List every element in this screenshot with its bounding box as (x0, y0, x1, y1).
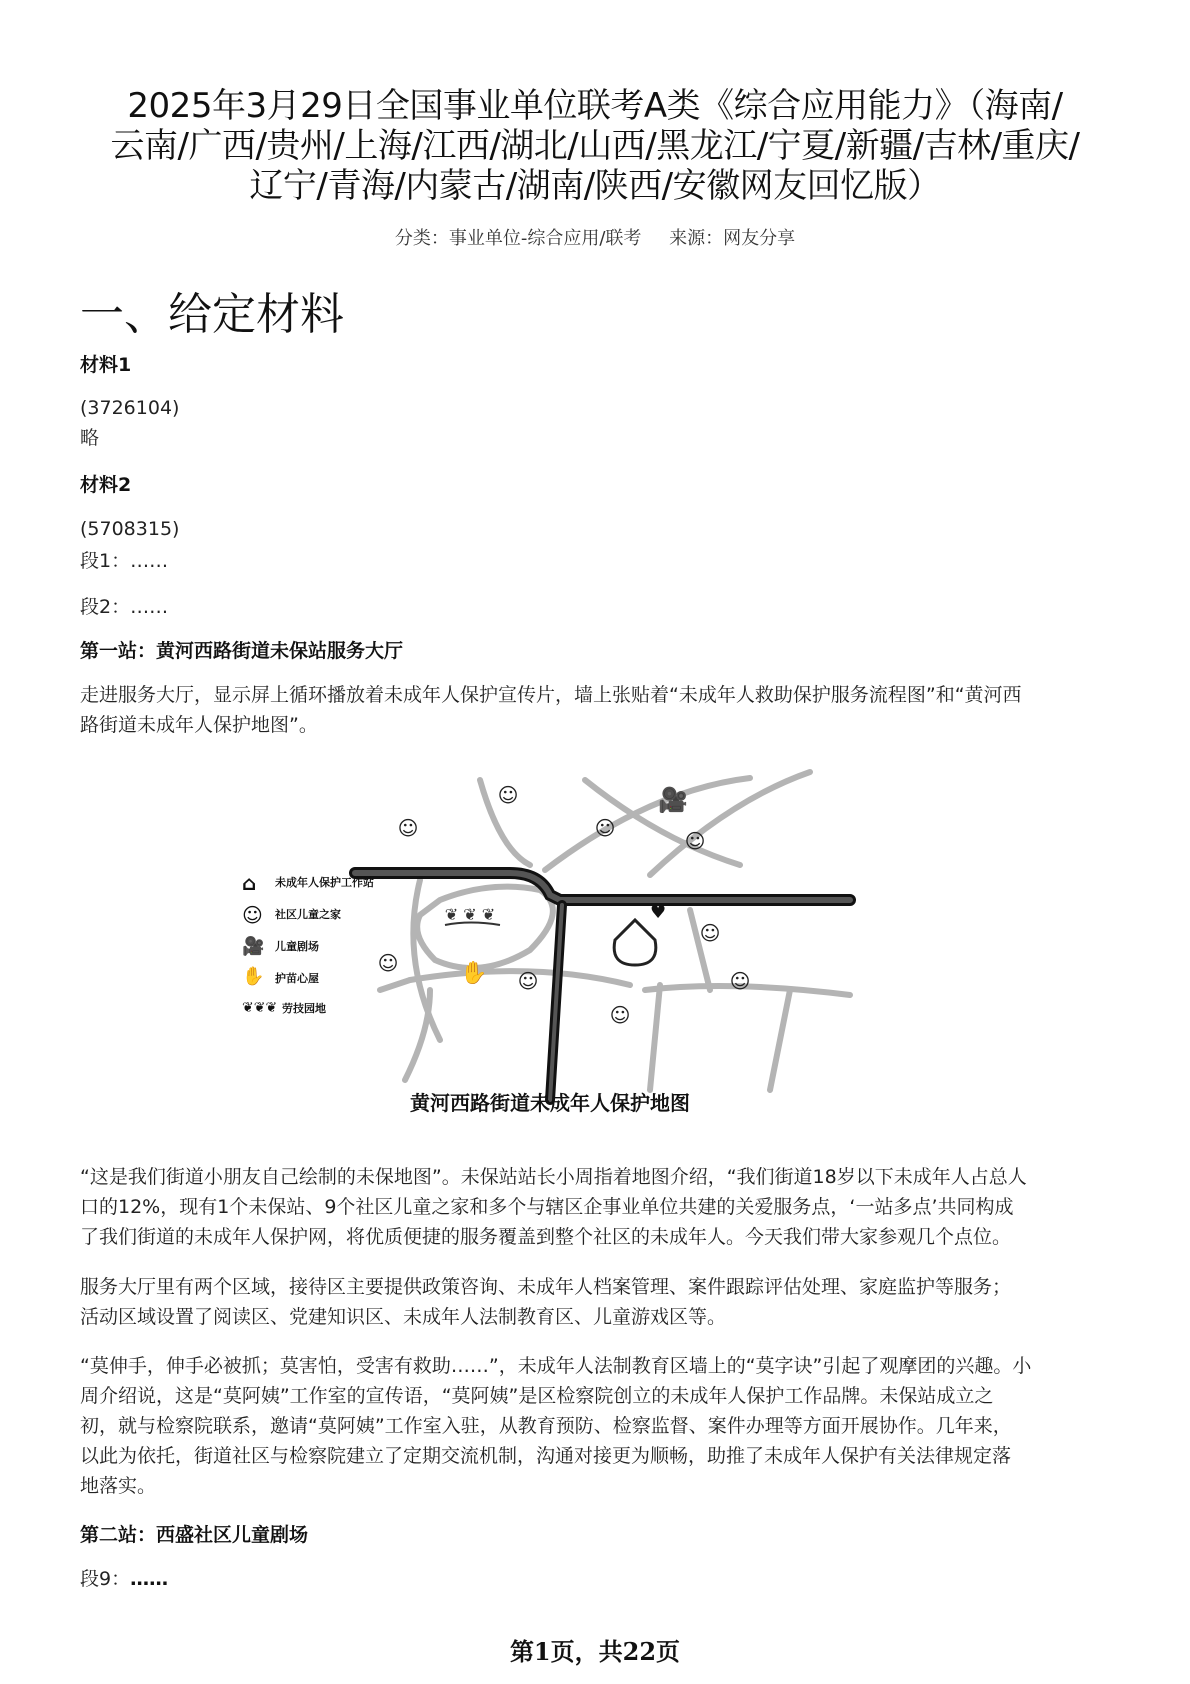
map-park-sprouts (445, 905, 500, 925)
main-road-horizontal (355, 873, 850, 900)
legend-label-heart-house: 护苗心屋 (275, 972, 319, 985)
smiley-icon: ☺ (684, 829, 706, 853)
legend-video-camera-icon: 🎥 (242, 936, 265, 957)
legend-smiley-icon: ☺ (242, 903, 263, 927)
smiley-icon: ☺ (729, 969, 751, 993)
legend-protection-station-icon: ⌂ (242, 871, 257, 895)
mo-paragraph-line-2: 周介绍说，这是“莫阿姨”工作室的宣传语，“莫阿姨”是区检察院创立的未成年人保护工作品牌。未保站成立之 (80, 1385, 994, 1407)
legend-hand-plant-icon: ✋ (242, 966, 265, 987)
intro-paragraph-line-1: “这是我们街道小朋友自己绘制的未保地图”。未保站站长小周指着地图介绍，“我们街道18岁以下未成年人占总人 (80, 1166, 1027, 1188)
hall-paragraph-line-2: 活动区域设置了阅读区、党建知识区、未成年人法制教育区、儿童游戏区等。 (80, 1306, 727, 1328)
road (380, 980, 410, 990)
page-footer: 第1页，共22页 (509, 1637, 681, 1666)
material1-id: (3726104) (80, 397, 180, 419)
mo-paragraph-line-1: “莫伸手，伸手必被抓；莫害怕，受害有救助……”，未成年人法制教育区墙上的“莫字诀”引起了观摩团的兴趣。小 (80, 1355, 1032, 1377)
source-label: 来源：网友分享 (669, 228, 796, 249)
road (650, 985, 660, 1090)
paragraph-9 (80, 1564, 1120, 1594)
mo-paragraph-line-4: 以此为依托，街道社区与检察院建立了定期交流机制，沟通对接更为顺畅，助推了未成年人保护有关法律规定落 (80, 1445, 1012, 1467)
hand-plant-icon: ✋ (460, 961, 488, 986)
park-outline (417, 887, 553, 968)
document-meta (0, 224, 1190, 250)
station2-title: 第二站：西盛社区儿童剧场 (80, 1524, 309, 1546)
legend-label-labor-garden: 劳技园地 (282, 1002, 326, 1015)
sprouts-glyph: ❦ ❦ ❦ (444, 905, 496, 924)
material2-label: 材料2 (80, 474, 132, 496)
intro-paragraph (80, 1162, 1120, 1252)
smiley-icon: ☺ (609, 1003, 631, 1027)
heart-icon: ♥ (650, 902, 667, 923)
map-legend (242, 871, 374, 1016)
document-title (70, 86, 1120, 206)
title-line-3: 辽宁/青海/内蒙古/湖南/陕西/安徽网友回忆版） (249, 166, 941, 206)
hall-paragraph-line-1: 服务大厅里有两个区域，接待区主要提供政策咨询、未成年人档案管理、案件跟踪评估处理、家庭监护等服务； (80, 1276, 1012, 1298)
legend-label-children-home: 社区儿童之家 (275, 908, 341, 921)
mo-paragraph-line-3: 初，就与检察院联系，邀请“莫阿姨”工作室入驻，从教育预防、检察监督、案件办理等方面开展协作。几年来， (80, 1415, 1012, 1437)
paragraph-2: 段2：…… (80, 596, 169, 618)
smiley-icon: ☺ (397, 816, 419, 840)
map-protection-station (614, 902, 666, 965)
mo-paragraph-line-5: 地落实。 (80, 1475, 157, 1497)
station1-title: 第一站：黄河西路街道未保站服务大厅 (80, 640, 404, 662)
protection-map (230, 760, 870, 1120)
paragraph-1: 段1：…… (80, 550, 169, 572)
paragraph-9-value: …… (130, 1568, 169, 1590)
hall-paragraph (80, 1272, 1120, 1332)
material1-label: 材料1 (80, 354, 132, 376)
smiley-icon: ☺ (594, 816, 616, 840)
title-line-2: 云南/广西/贵州/上海/江西/湖北/山西/黑龙江/宁夏/新疆/吉林/重庆/ (110, 126, 1080, 166)
smiley-icon: ☺ (497, 783, 519, 807)
road (770, 990, 790, 1090)
legend-label-protection-station: 未成年人保护工作站 (275, 876, 374, 889)
station1-text (80, 680, 1120, 740)
smiley-icon: ☺ (699, 921, 721, 945)
legend-sprouts-icon: ❦❦❦ (242, 1000, 278, 1016)
video-camera-icon: 🎥 (658, 786, 688, 814)
intro-paragraph-line-2: 口的12%，现有1个未保站、9个社区儿童之家和多个与辖区企事业单位共建的关爱服务点，‘一站多点’共同构成 (80, 1196, 1014, 1218)
title-line-1: 2025年3月29日全国事业单位联考A类《综合应用能力》（海南/ (127, 86, 1063, 126)
station1-text-line-1: 走进服务大厅，显示屏上循环播放着未成年人保护宣传片，墙上张贴着“未成年人救助保护服务流程图”和“黄河西 (80, 684, 1022, 706)
legend-label-theater: 儿童剧场 (275, 940, 319, 953)
section-heading: 一、给定材料 (80, 289, 344, 340)
intro-paragraph-line-3: 了我们街道的未成年人保护网，将优质便捷的服务覆盖到整个社区的未成年人。今天我们带大家参观几个点位。 (80, 1226, 1012, 1248)
smiley-icon: ☺ (377, 951, 399, 975)
material1-content: 略 (80, 427, 100, 449)
smiley-icon: ☺ (517, 969, 539, 993)
protection-station-icon (614, 920, 656, 965)
mo-paragraph (80, 1351, 1120, 1501)
category-label: 分类：事业单位-综合应用/联考 (394, 228, 642, 249)
paragraph-9-label: 段9： (80, 1568, 131, 1590)
map-caption: 黄河西路街道未成年人保护地图 (410, 1091, 690, 1115)
station1-text-line-2: 路街道未成年人保护地图”。 (80, 714, 318, 736)
material2-id: (5708315) (80, 518, 180, 540)
